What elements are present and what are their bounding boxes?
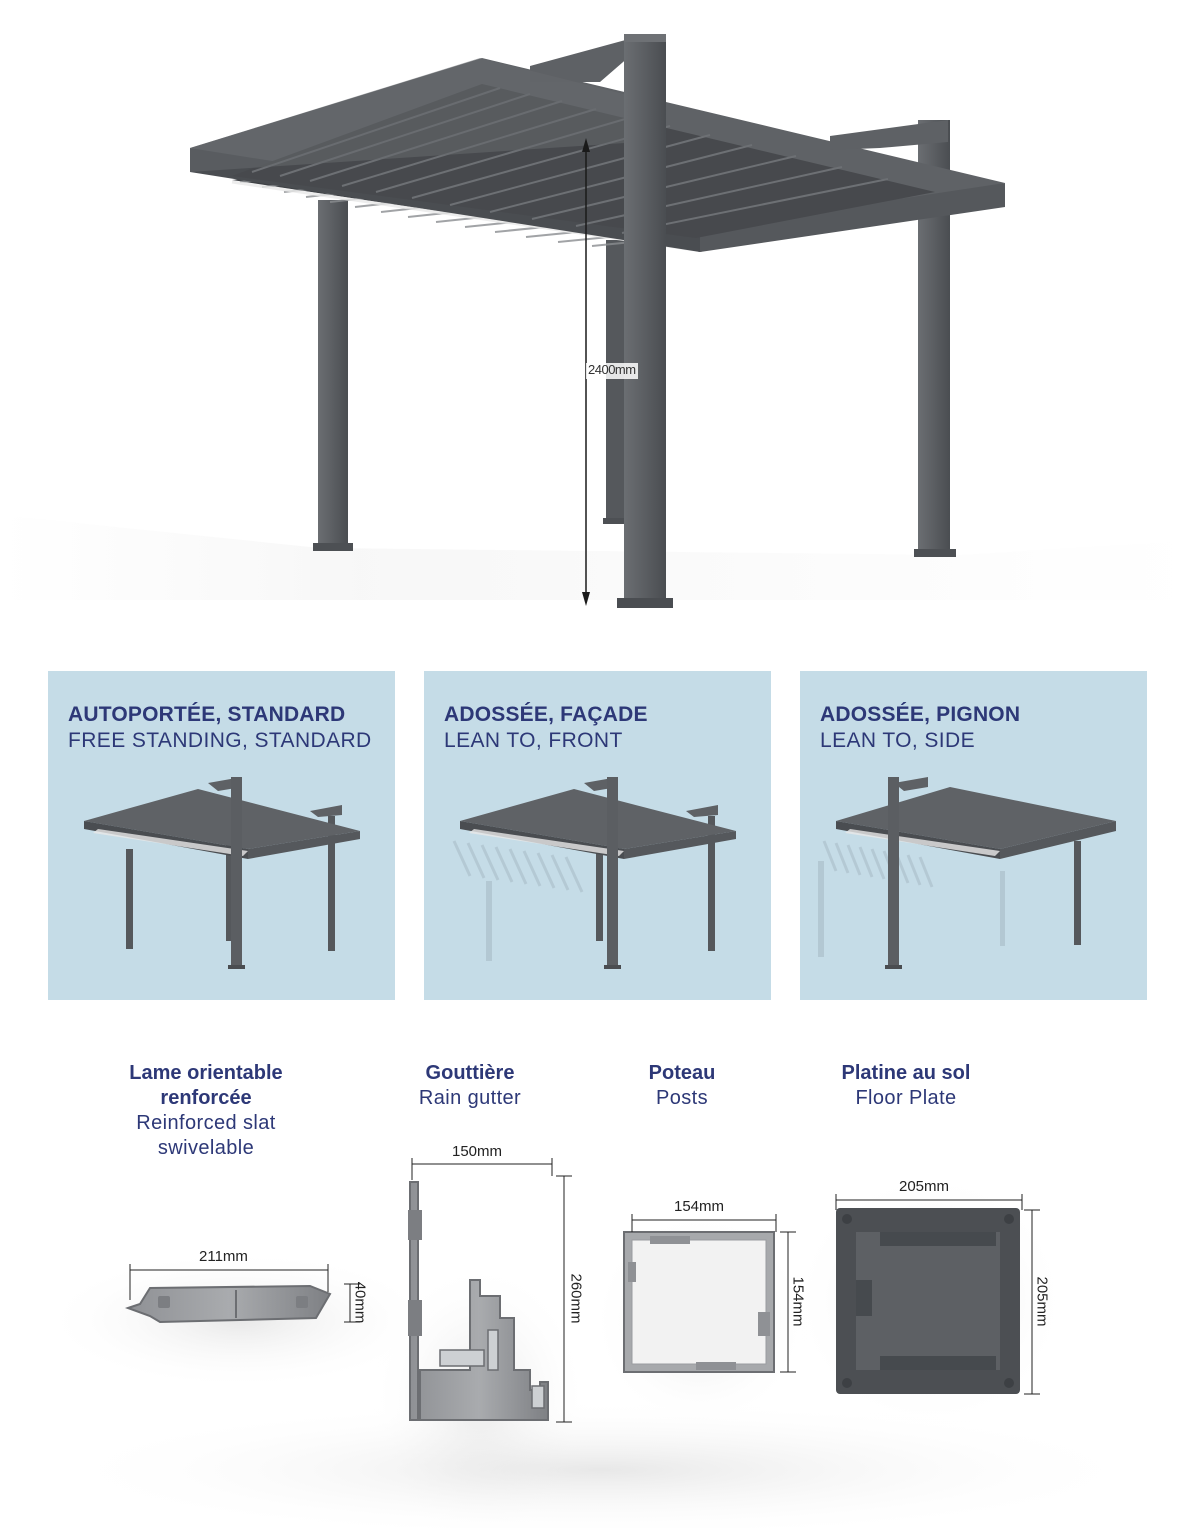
pergola-3d-render — [0, 0, 1200, 640]
gutter-height-dim: 260mm — [567, 1273, 585, 1324]
config-card-lean-to-side — [800, 671, 1147, 1000]
post-title-en: Posts — [655, 1087, 709, 1109]
gutter-title-fr: Gouttière — [425, 1062, 515, 1084]
plate-height-dim: 205mm — [1033, 1276, 1051, 1327]
plate-width-dim: 205mm — [899, 1178, 950, 1195]
card-title-fr: AUTOPORTÉE, STANDARD — [68, 703, 346, 726]
slat-title-en-line2: swivelable — [157, 1137, 255, 1159]
height-dimension-label: 2400mm — [588, 362, 636, 377]
slat-title-fr-line1: Lame orientable — [129, 1062, 283, 1084]
card-title-fr: ADOSSÉE, PIGNON — [820, 703, 1021, 726]
floor-plate-profile — [836, 1208, 1020, 1394]
slat-width-dim: 211mm — [199, 1248, 248, 1265]
post-height-dim: 154mm — [789, 1276, 807, 1327]
card-title-en: LEAN TO, SIDE — [820, 729, 975, 752]
plate-title-fr: Platine au sol — [841, 1062, 971, 1084]
post-profile — [624, 1232, 774, 1372]
hero-pergola-illustration — [0, 0, 1200, 640]
card-title-en: FREE STANDING, STANDARD — [68, 729, 372, 752]
card-title-en: LEAN TO, FRONT — [444, 729, 623, 752]
components-drawing-area — [0, 1040, 1200, 1528]
post-width-dim: 154mm — [674, 1198, 725, 1215]
config-card-free-standing — [48, 671, 395, 1000]
gutter-width-dim: 150mm — [452, 1143, 503, 1160]
config-card-lean-to-front — [424, 671, 771, 1000]
slat-title-en-line1: Reinforced slat — [136, 1112, 276, 1134]
post-title-fr: Poteau — [648, 1062, 716, 1084]
gutter-title-en: Rain gutter — [418, 1087, 522, 1109]
slat-height-dim: 40mm — [351, 1281, 369, 1324]
card-title-fr: ADOSSÉE, FAÇADE — [444, 703, 648, 726]
profile-cross-sections — [0, 1040, 1200, 1528]
slat-title-fr-line2: renforcée — [160, 1087, 252, 1109]
slat-profile — [128, 1286, 330, 1322]
plate-title-en: Floor Plate — [855, 1087, 957, 1109]
